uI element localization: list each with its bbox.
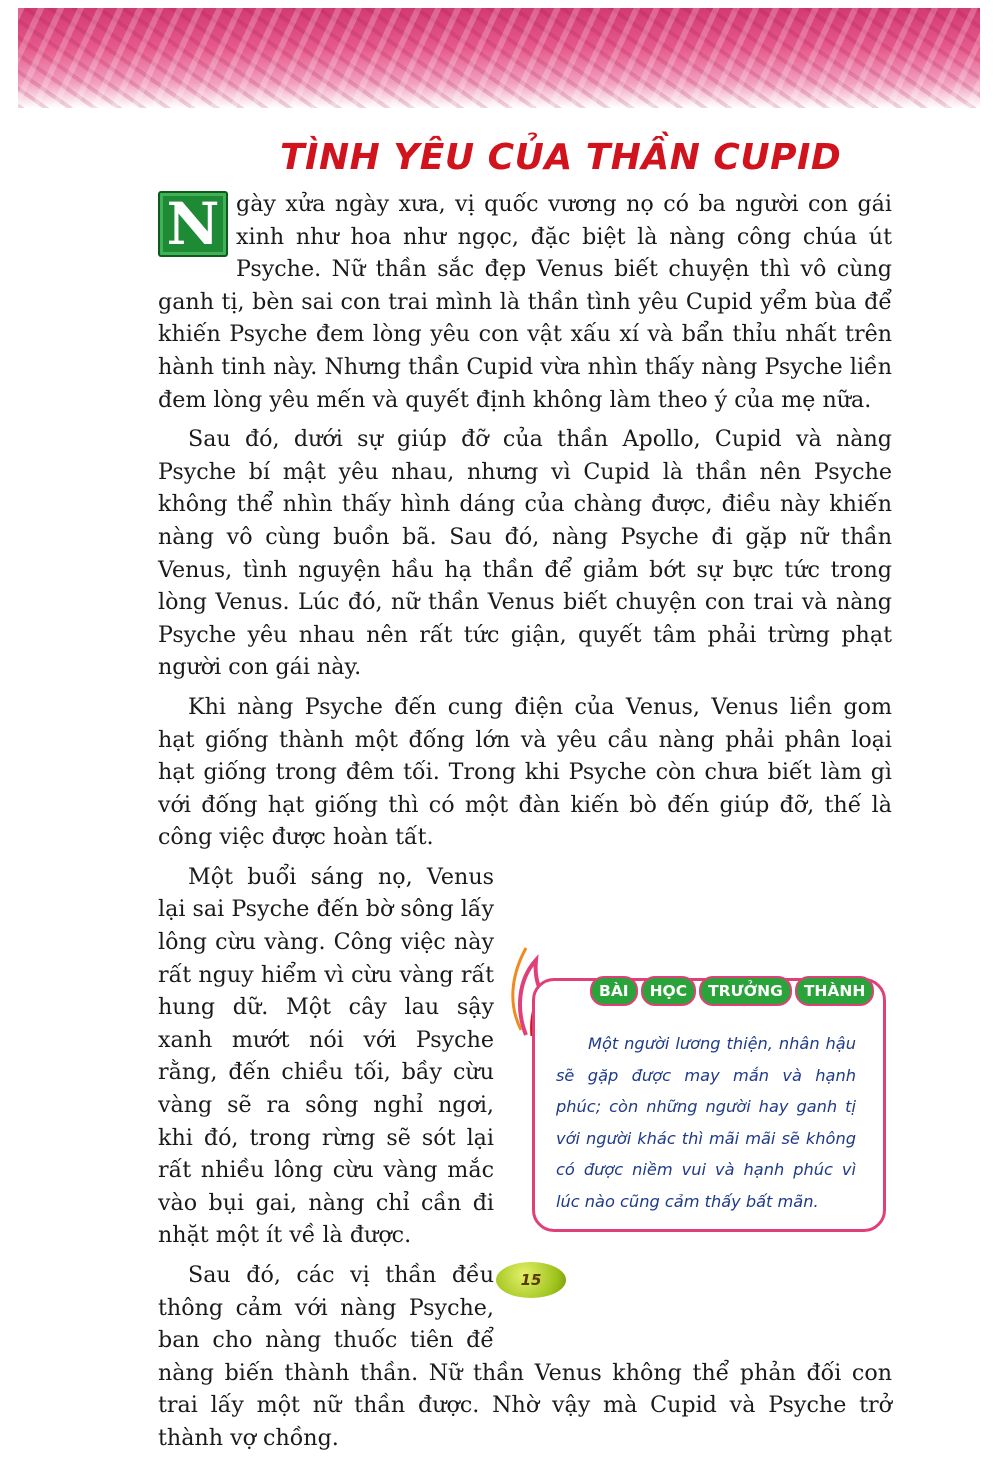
title-row — [268, 128, 842, 186]
story-paragraph-4: Một buổi sáng nọ, Venus lại sai Psyche đến bờ sông lấy lông cừu vàng. Công việc này rất nguy hiểm vì cừu vàng rất hung dữ. Một cây lau sậy xanh mướt nói với Psyche rằng, đến chiều tối, bầy cừu vàng sẽ ra sông nghỉ ngơi, khi đó, trong rừng sẽ sót lại rất nhiều lông cừu vàng mắc vào bụi gai, nàng chỉ cần đi nhặt một ít về là được. — [158, 863, 494, 1249]
story-paragraph-2: Sau đó, dưới sự giúp đỡ của thần Apollo, Cupid và nàng Psyche bí mật yêu nhau, nhưng vì Cupid là thần nên Psyche không thể nhìn thấy hình dáng của chàng được, điều này khiến nàng vô cùng buồn bã. Sau đó, nàng Psyche đi gặp nữ thần Venus, tình nguyện hầu hạ thần để giảm bớt sự bực tức trong lòng Venus. Lúc đó, nữ thần Venus biết chuyện con trai và nàng Psyche yêu nhau nên rất tức giận, quyết tâm phải trừng phạt người con gái này. — [158, 426, 892, 681]
story-paragraph-3: Khi nàng Psyche đến cung điện của Venus, Venus liền gom hạt giống thành một đống lớn và yêu cầu nàng phải phân loại hạt giống trong đêm tối. Trong khi Psyche còn chưa biết làm gì với đống hạt giống thì có một đàn kiến bò đến giúp đỡ, thế là công việc được hoàn tất. — [158, 693, 892, 851]
paragraph-1-text: gày xửa ngày xưa, vị quốc vương nọ có ba người con gái xinh như hoa như ngọc, đặc biệt là nàng công chúa út Psyche. Nữ thần sắc đẹp Venus biết chuyện thì vô cùng ganh tị, bèn sai con trai mình là thần tình yêu Cupid yểm bùa để khiến Psyche đem lòng yêu con vật xấu xí và bẩn thỉu nhất trên hành tinh này. Nhưng thần Cupid vừa nhìn thấy nàng Psyche liền đem lòng yêu mến và quyết định không làm theo ý của mẹ nữa. — [158, 191, 892, 413]
top-decorative-banner — [18, 8, 980, 108]
drop-cap: N — [158, 191, 228, 257]
page-number: 15 — [496, 1262, 566, 1298]
lesson-header-word-2: HỌC — [641, 976, 697, 1006]
lesson-header-word-3: TRƯỞNG — [699, 976, 792, 1006]
story-paragraph-5: Sau đó, các vị thần đều thông cảm với nàng Psyche, ban cho nàng thuốc tiên để nàng biến thành thần. Nữ thần Venus không thể phản đối con trai lấy một nữ thần được. Nhờ vậy mà Cupid và Psyche trở thành vợ chồng. — [158, 1262, 892, 1451]
lesson-text: Một người lương thiện, nhân hậu sẽ gặp được may mắn và hạnh phúc; còn những người hay ganh tị với người khác thì mãi mãi sẽ không có được niềm vui và hạnh phúc vì lúc nào cũng cảm thấy bất mãn. — [556, 1034, 856, 1211]
story-paragraph-1 — [158, 188, 892, 416]
lesson-header-word-4: THÀNH — [795, 976, 875, 1006]
page-title: TÌNH YÊU CỦA THẦN CUPID — [280, 136, 842, 178]
lesson-header — [590, 976, 874, 1004]
lesson-header-word-1: BÀI — [590, 976, 638, 1006]
